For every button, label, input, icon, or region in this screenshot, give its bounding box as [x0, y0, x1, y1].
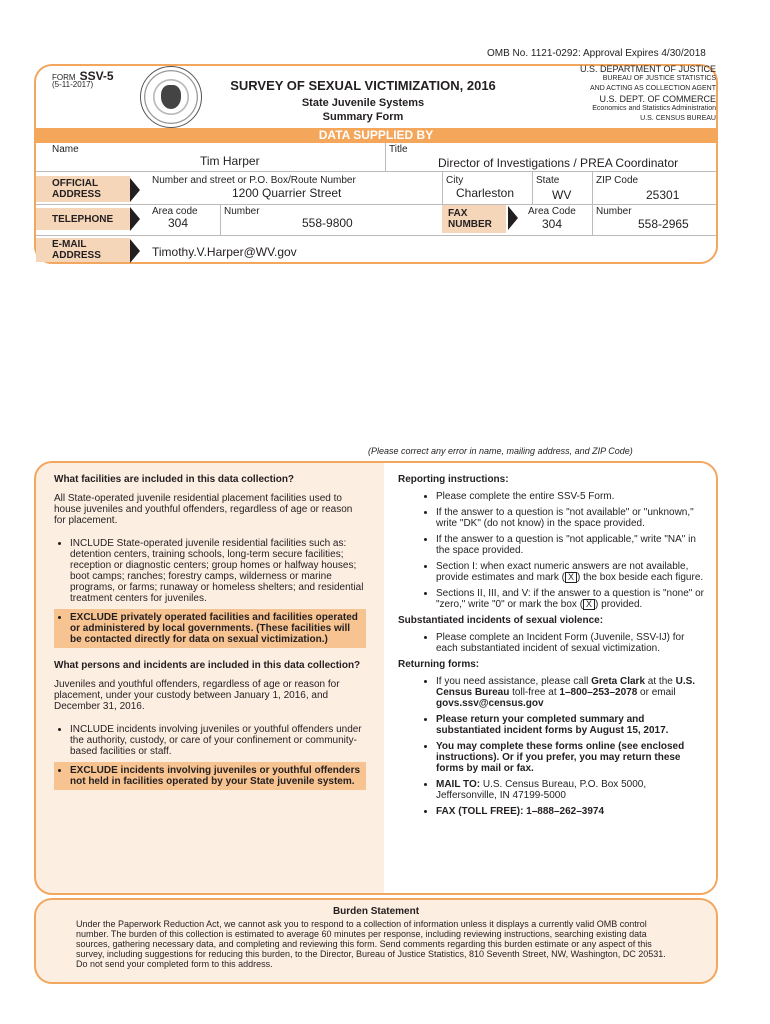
form-date: (5-11-2017): [52, 80, 94, 89]
instruction-item: • Please complete an Incident Form (Juvenile, SSV-IJ) for each substantiated incident of sexual victimization.: [436, 632, 704, 654]
agency-block: U.S. DEPARTMENT OF JUSTICE BUREAU OF JUSTICE STATISTICS AND ACTING AS COLLECTION AGENT U.S. DEPT. OF COMMERCE Economics and Statistics Administration U.S. CENSUS BUREAU: [579, 64, 716, 122]
divider: [36, 235, 716, 236]
arrow-icon: [130, 178, 140, 202]
arrow-icon: [130, 239, 140, 263]
persons-exclude-box: • EXCLUDE incidents involving juveniles or youthful offenders not held in facilities operated by your State juvenile system.: [54, 762, 366, 790]
checkbox-icon: X: [565, 572, 577, 583]
form-subtitle: State Juvenile Systems Summary Form: [301, 97, 425, 123]
zip-label: ZIP Code: [596, 175, 639, 186]
persons-include: • INCLUDE incidents involving juveniles or youthful offenders under the authority, custody, or care of your confinement or community-based facilities or staff.: [70, 724, 366, 757]
divider: [442, 172, 443, 204]
official-address-tag: OFFICIAL ADDRESS: [36, 176, 130, 202]
instruction-item: • Section I: when exact numeric answers are not available, provide estimates and mark ( X ) the box beside each figure.: [436, 561, 704, 583]
name-label: Name: [52, 144, 79, 155]
instruction-item: • If the answer to a question is "not available" or "unknown," write "DK" (do not know) in the space provided.: [436, 507, 704, 529]
omb-number: OMB No. 1121-0292: Approval Expires 4/30/2018: [487, 48, 706, 59]
email-link[interactable]: govs.ssv@census.gov: [436, 698, 544, 709]
instruction-item: • If you need assistance, please call Greta Clark at the U.S. Census Bureau toll-free at 1–800–253–2078 or email govs.ssv@census.gov: [436, 676, 704, 709]
divider: [592, 172, 593, 204]
instruction-item: • Please return your completed summary and substantiated incident forms by August 15, 2017.: [436, 714, 704, 736]
substantiated-heading: Substantiated incidents of sexual violence:: [398, 615, 604, 626]
burden-text: Under the Paperwork Reduction Act, we cannot ask you to respond to a collection of information unless it displays a currently valid OMB control number. The burden of this collection is estimated to average 60 minutes per response, including reviewing instructions, searching existing data sources, gathering necessary data, and completing and reviewing this form. Send comments regarding this burden estimate or any aspect of this survey, including suggestions for reducing this burden, to the Director, Bureau of Justice Statistics, 810 Seventh Street, NW, Washington, DC 20531. Do not send your completed form to this address.: [76, 919, 666, 969]
instruction-item: • FAX (TOLL FREE): 1–888–262–3974: [436, 806, 704, 817]
facilities-include: • INCLUDE State-operated juvenile residential facilities such as: detention centers, training schools, long-term secure facilities; reception or diagnostic centers; group homes or halfway houses; boot camps; ranches; forestry camps, wilderness or marine programs, or farms; runaway or homeless shelters; and residential treatment centers for juveniles.: [70, 538, 366, 604]
right-column: [398, 474, 704, 822]
street-field[interactable]: 1200 Quarrier Street: [232, 186, 342, 200]
divider: [36, 204, 716, 205]
area-code-label: Area code: [152, 206, 198, 217]
number-label: Number: [224, 206, 260, 217]
reporting-heading: Reporting instructions:: [398, 474, 509, 485]
instruction-item: • Sections II, III, and V: if the answer to a question is "none" or "zero," write "0" or mark the box ( X ) provided.: [436, 588, 704, 610]
divider: [592, 205, 593, 235]
fax-area-field[interactable]: 304: [542, 217, 563, 231]
persons-heading: What persons and incidents are included in this data collection?: [54, 660, 361, 671]
divider: [36, 171, 716, 172]
persons-text: Juveniles and youthful offenders, regardless of age or reason for placement, under your custody between January 1, 2016, and December 31, 2016.: [54, 679, 340, 712]
arrow-icon: [508, 206, 518, 230]
arrow-icon: [130, 207, 140, 231]
facilities-text: All State-operated juvenile residential placement facilities used to house juveniles and youthful offenders, regardless of age or reason for placement.: [54, 493, 353, 526]
street-label: Number and street or P.O. Box/Route Number: [152, 175, 356, 186]
phone-number-field[interactable]: 558-9800: [302, 216, 353, 230]
city-label: City: [446, 175, 464, 186]
name-field[interactable]: Tim Harper: [200, 154, 260, 168]
email-tag: E-MAIL ADDRESS: [36, 238, 130, 262]
form-title: SURVEY OF SEXUAL VICTIMIZATION, 2016: [230, 78, 496, 93]
state-label: State: [536, 175, 560, 186]
burden-title: Burden Statement: [332, 906, 420, 917]
phone-area-field[interactable]: 304: [168, 216, 189, 230]
telephone-tag: TELEPHONE: [36, 208, 130, 230]
email-field[interactable]: Timothy.V.Harper@WV.gov: [152, 245, 297, 259]
fax-area-label: Area Code: [528, 206, 576, 217]
divider: [532, 172, 533, 204]
returning-heading: Returning forms:: [398, 659, 480, 670]
facilities-heading: What facilities are included in this data collection?: [54, 474, 295, 485]
doj-seal-icon: [140, 66, 202, 128]
facilities-exclude-box: • EXCLUDE privately operated facilities and facilities operated or administered by local governments. (These facilities will be contacted directly for data on sexual victimization.): [54, 609, 366, 648]
title-label: Title: [389, 144, 408, 155]
left-column: [54, 474, 366, 790]
instruction-item: • You may complete these forms online (see enclosed instructions). Or if you prefer, you may return these forms by mail or fax.: [436, 741, 704, 774]
instruction-item: • If the answer to a question is "not applicable," write "NA" in the space provided.: [436, 534, 704, 556]
city-field[interactable]: Charleston: [456, 186, 515, 200]
divider: [220, 205, 221, 235]
state-field[interactable]: WV: [552, 188, 572, 202]
instruction-item: • Please complete the entire SSV-5 Form.: [436, 491, 704, 502]
instruction-item: • MAIL TO: U.S. Census Bureau, P.O. Box 5000, Jeffersonville, IN 47199-5000: [436, 779, 704, 801]
title-field[interactable]: Director of Investigations / PREA Coordinator: [438, 156, 679, 170]
divider: [385, 143, 386, 171]
burden-statement: [34, 898, 718, 984]
fax-number-field[interactable]: 558-2965: [638, 217, 689, 231]
fax-number-label: Number: [596, 206, 632, 217]
zip-field[interactable]: 25301: [646, 188, 680, 202]
fax-tag: FAX NUMBER: [442, 205, 506, 233]
correction-note: (Please correct any error in name, mailing address, and ZIP Code): [368, 446, 633, 456]
data-supplied-band: DATA SUPPLIED BY: [34, 128, 718, 143]
checkbox-icon: X: [583, 599, 595, 610]
form-number: FORM SSV-5: [52, 69, 114, 83]
